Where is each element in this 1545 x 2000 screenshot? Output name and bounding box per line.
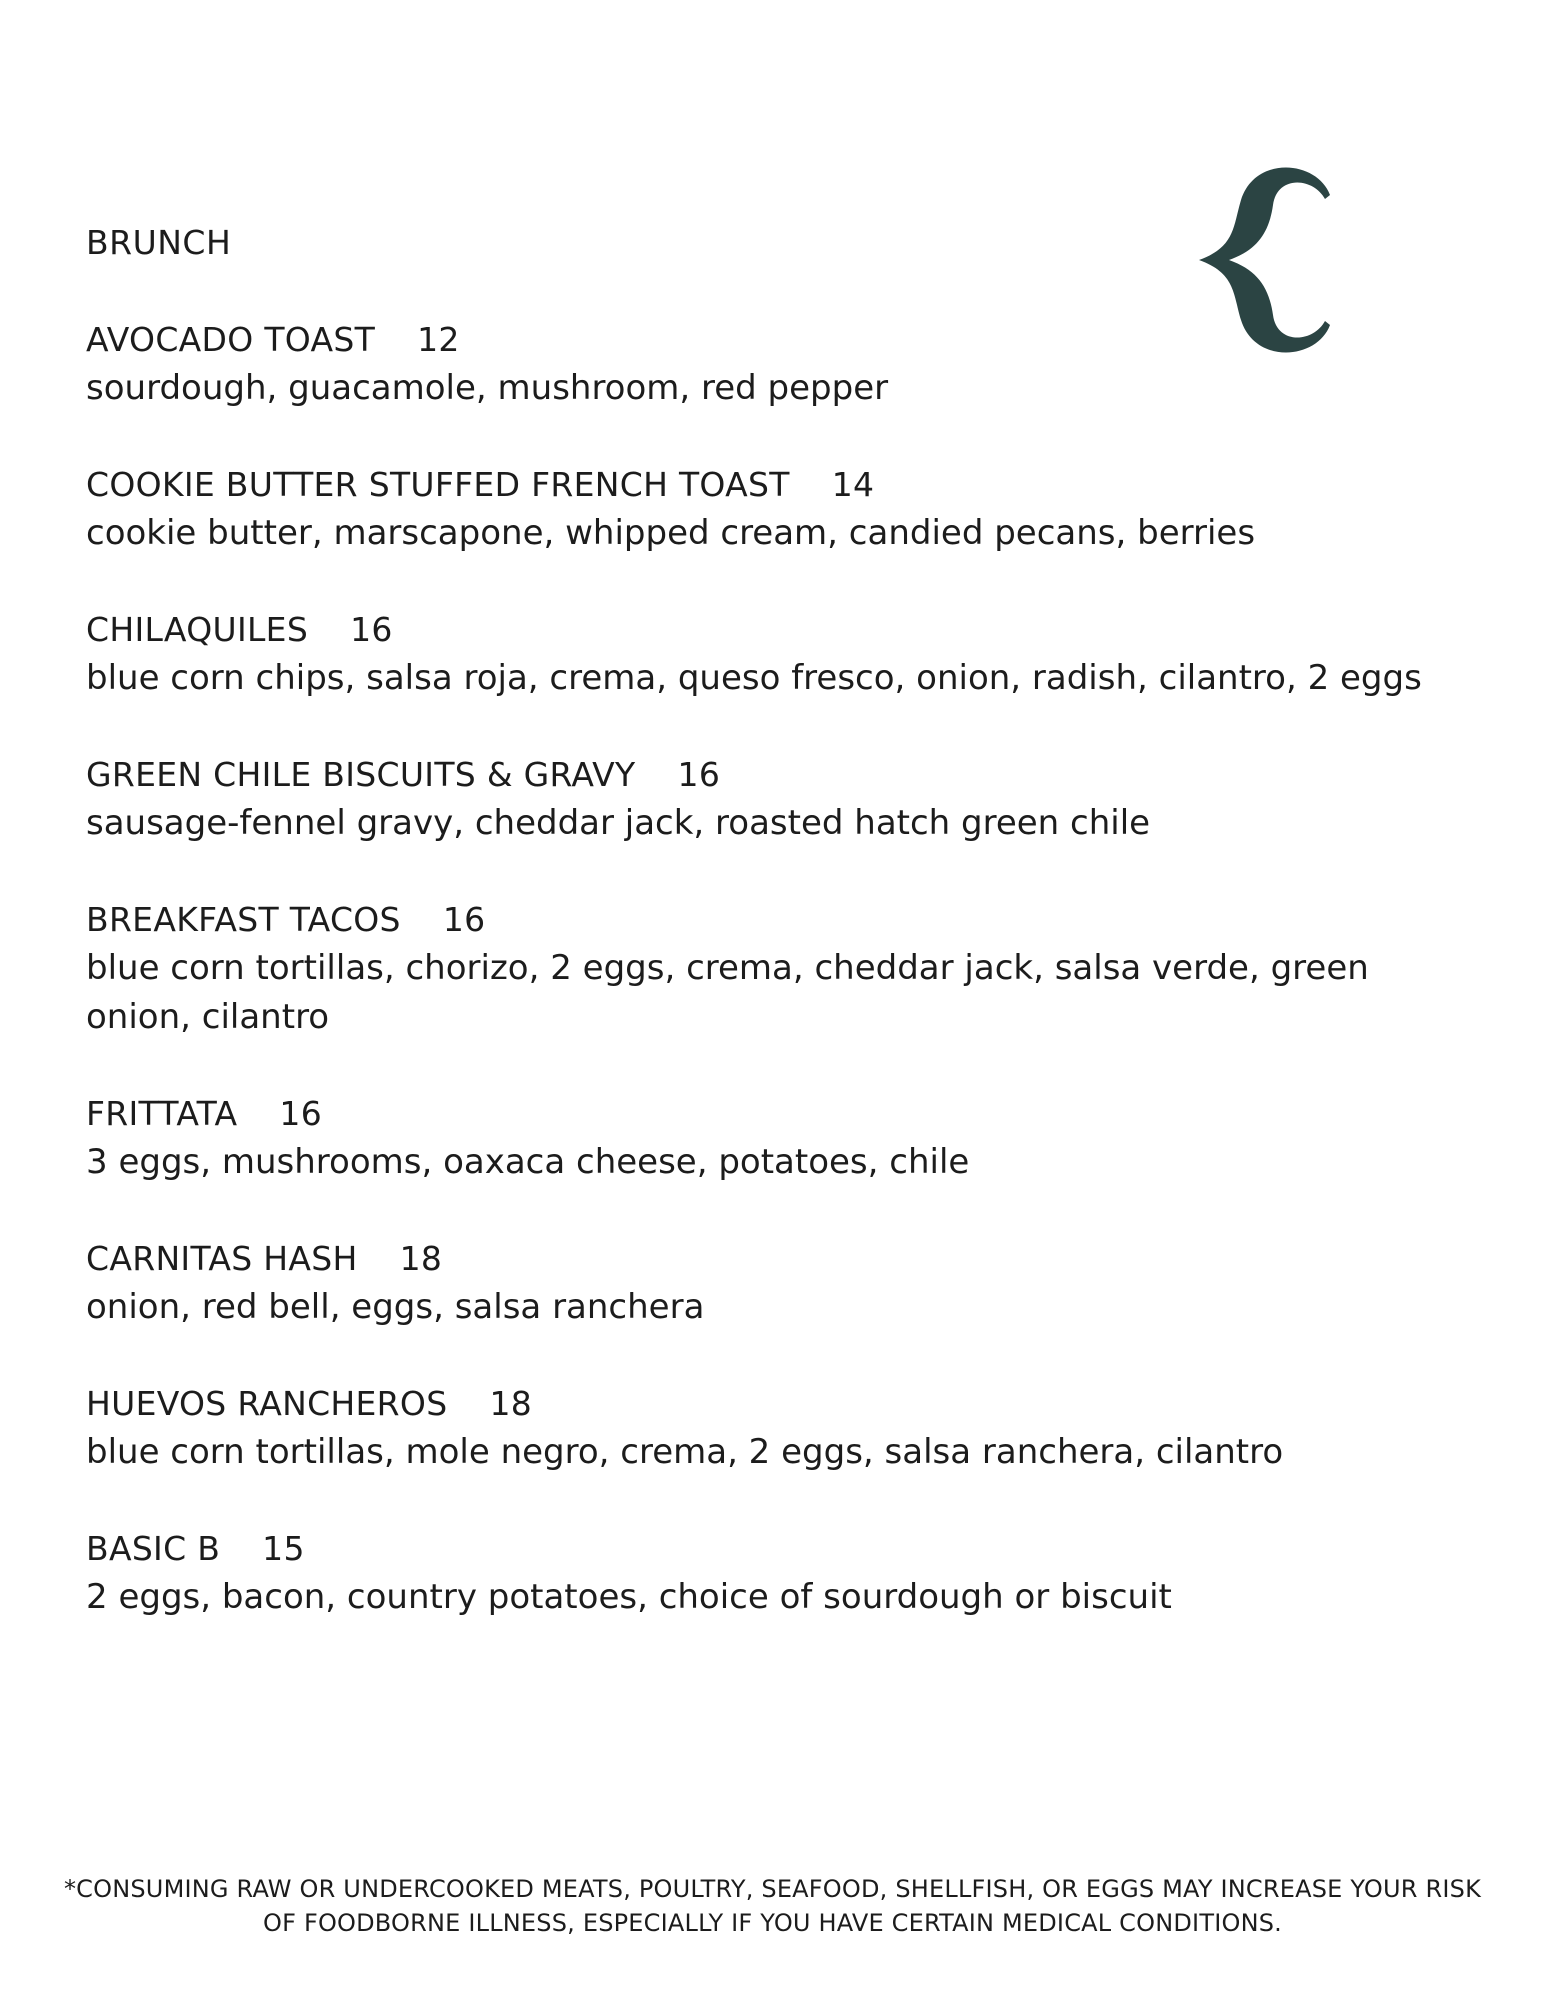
- brunch-menu: [86, 218, 1466, 1670]
- menu-item-name: AVOCADO TOAST: [86, 320, 376, 359]
- menu-item-name: COOKIE BUTTER STUFFED FRENCH TOAST: [86, 465, 790, 504]
- menu-item-name: CHILAQUILES: [86, 610, 309, 649]
- menu-items: [86, 316, 1466, 1622]
- menu-item-description: 2 eggs, bacon, country potatoes, choice of sourdough or biscuit: [86, 1577, 1172, 1617]
- menu-item-price: 15: [262, 1529, 305, 1568]
- menu-item-price: 18: [399, 1239, 443, 1278]
- menu-item-description: blue corn chips, salsa roja, crema, queso fresco, onion, radish, cilantro, 2 eggs: [86, 658, 1422, 698]
- menu-item-name: CARNITAS HASH: [86, 1239, 358, 1278]
- menu-item-header: [86, 1090, 1466, 1138]
- menu-item: [86, 896, 1466, 1042]
- menu-item-price: 16: [350, 610, 393, 649]
- menu-item-header: [86, 606, 1466, 654]
- menu-item-description: onion, red bell, eggs, salsa ranchera: [86, 1287, 705, 1327]
- menu-item: [86, 461, 1466, 558]
- menu-item: [86, 1090, 1466, 1187]
- menu-item-description: 3 eggs, mushrooms, oaxaca cheese, potatoes, chile: [86, 1142, 970, 1182]
- menu-item-name: BREAKFAST TACOS: [86, 900, 401, 939]
- food-safety-disclaimer: *CONSUMING RAW OR UNDERCOOKED MEATS, POULTRY, SEAFOOD, SHELLFISH, OR EGGS MAY INCREASE YOUR RISK OF FOODBORNE ILLNESS, ESPECIALLY IF YOU HAVE CERTAIN MEDICAL CONDITIONS.: [63, 1875, 1482, 1937]
- menu-item-price: 16: [677, 755, 721, 794]
- menu-item: [86, 1380, 1466, 1477]
- menu-item-header: [86, 751, 1466, 799]
- menu-item-price: 16: [442, 900, 486, 939]
- menu-item-name: GREEN CHILE BISCUITS & GRAVY: [86, 755, 636, 794]
- menu-item-description: sausage-fennel gravy, cheddar jack, roasted hatch green chile: [86, 803, 1151, 843]
- menu-item-price: 12: [417, 320, 460, 359]
- menu-item: [86, 316, 1466, 413]
- menu-item-price: 18: [489, 1384, 533, 1423]
- menu-item: [86, 606, 1466, 703]
- menu-title: BRUNCH: [86, 223, 232, 262]
- menu-item-name: BASIC B: [86, 1529, 221, 1568]
- menu-item-header: [86, 461, 1466, 509]
- menu-item: [86, 1525, 1466, 1622]
- menu-item: [86, 751, 1466, 848]
- menu-item-description: blue corn tortillas, chorizo, 2 eggs, crema, cheddar jack, salsa verde, green onion, cilantro: [86, 948, 1369, 1037]
- menu-item: [86, 1235, 1466, 1332]
- menu-item-header: [86, 1525, 1466, 1573]
- menu-item-header: [86, 1380, 1466, 1428]
- menu-item-name: FRITTATA: [86, 1094, 238, 1133]
- menu-item-description: blue corn tortillas, mole negro, crema, 2 eggs, salsa ranchera, cilantro: [86, 1432, 1284, 1472]
- menu-item-price: 16: [279, 1094, 322, 1133]
- menu-item-header: [86, 1235, 1466, 1283]
- menu-item-description: cookie butter, marscapone, whipped cream, candied pecans, berries: [86, 513, 1256, 553]
- menu-item-description: sourdough, guacamole, mushroom, red pepper: [86, 368, 889, 408]
- menu-item-price: 14: [831, 465, 875, 504]
- menu-item-name: HUEVOS RANCHEROS: [86, 1384, 448, 1423]
- menu-item-header: [86, 896, 1466, 944]
- menu-item-header: [86, 316, 1466, 364]
